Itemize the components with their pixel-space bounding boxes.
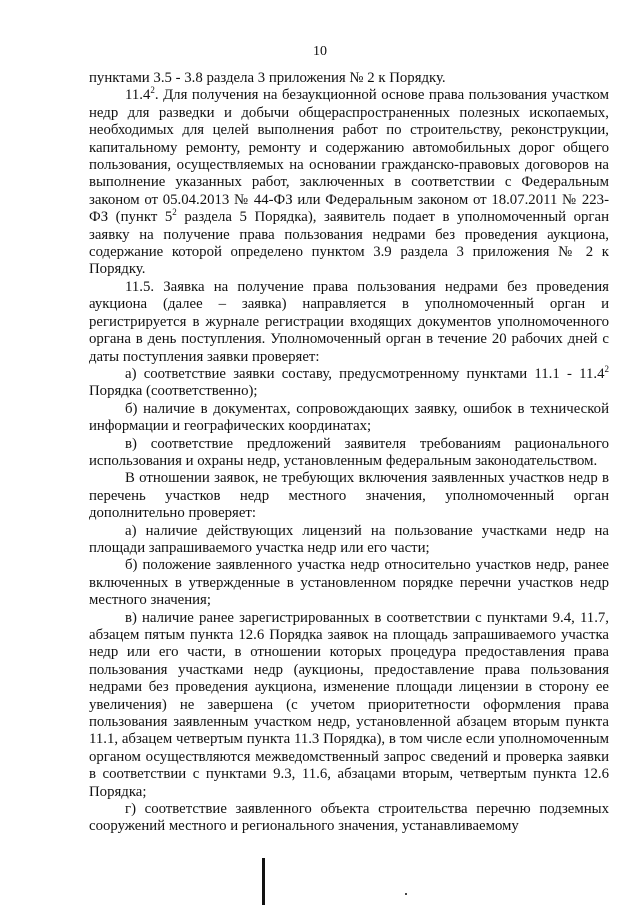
paragraph: 11.5. Заявка на получение права пользования недрами без проведения аукциона (далее – заявка) направляется в уполномоченный орган и регистрируется в журнале регистрации входящих документов уполномоченного органа в день поступления. Уполномоченный орган в течение 20 рабочих дней с даты поступления заявки проверяет: [89,278,609,365]
paragraph: а) наличие действующих лицензий на пользование участками недр на площади запрашиваемого участка недр или его части; [89,522,609,556]
paragraph: а) соответствие заявки составу, предусмотренному пунктами 11.1 - 11.4$^2$ Порядка (соответственно); [89,363,609,400]
paragraph: б) наличие в документах, сопровождающих заявку, ошибок в технической информации и географических координатах; [89,400,609,435]
scan-speck [405,893,407,895]
paragraph: в) соответствие предложений заявителя требованиям рационального использования и охраны недр, установленным федеральным законодательством. [89,435,609,469]
paragraph: 11.4$^2$. Для получения на безаукционной основе права пользования участком недр для разведки и добычи общераспространенных полезных ископаемых, необходимых для целей выполнения работ по строительству, реконструкции, капитальному ремонту, ремонту и содержанию автомобильных дорог общего пользования, осуществляемых на основании гражданско-правовых договоров на выполнение указанных работ, заключенных в соответствии с Федеральным законом от 05.04.2013 № 44-ФЗ или Федеральным законом от 18.07.2011 № 223-ФЗ (пункт $5^2$ раздела 5 Порядка), заявитель подает в уполномоченный орган заявку на получение права пользования недрами без проведения аукциона, содержание которой определено пунктом 3.9 раздела 3 приложения № 2 к Порядку. [89,85,609,278]
document-body [89,70,609,836]
paragraph: б) положение заявленного участка недр относительно участков недр, ранее включенных в утвержденные в установленном порядке перечни участков недр местного значения; [89,557,609,609]
superscript: 2 [150,85,155,96]
page-number: 10 [313,44,327,59]
paragraph: В отношении заявок, не требующих включения заявленных участков недр в перечень участков недр местного значения, уполномоченный орган дополнительно проверяет: [89,470,609,522]
paragraph: г) соответствие заявленного объекта строительства перечню подземных сооружений местного и регионального значения, устанавливаемому [89,801,609,835]
superscript: 2 [604,363,609,374]
superscript: 2 [172,207,177,218]
paragraph: пунктами 3.5 - 3.8 раздела 3 приложения № 2 к Порядку. [89,70,446,86]
paragraph: в) наличие ранее зарегистрированных в соответствии с пунктами 9.4, 11.7, абзацем пятым пункта 12.6 Порядка заявок на площадь запрашиваемого участка недр или его части, в отношении которых процедура предоставления права пользования участками недр (аукционы, предоставление права пользования недрами без проведения аукциона, изменение площади лицензии в сторону ее увеличения) не завершена (с учетом приоритетности оформления права пользования заявленным участком недр, установленной абзацем вторым пункта 11.1, абзацем четвертым пункта 11.3 Порядка), в том числе если уполномоченным органом осуществляются межведомственный запрос сведений и проверка заявки в соответствии с пунктами 9.3, 11.6, абзацами вторым, четвертым пункта 12.6 Порядка; [89,609,609,800]
binding-mark [262,858,265,905]
